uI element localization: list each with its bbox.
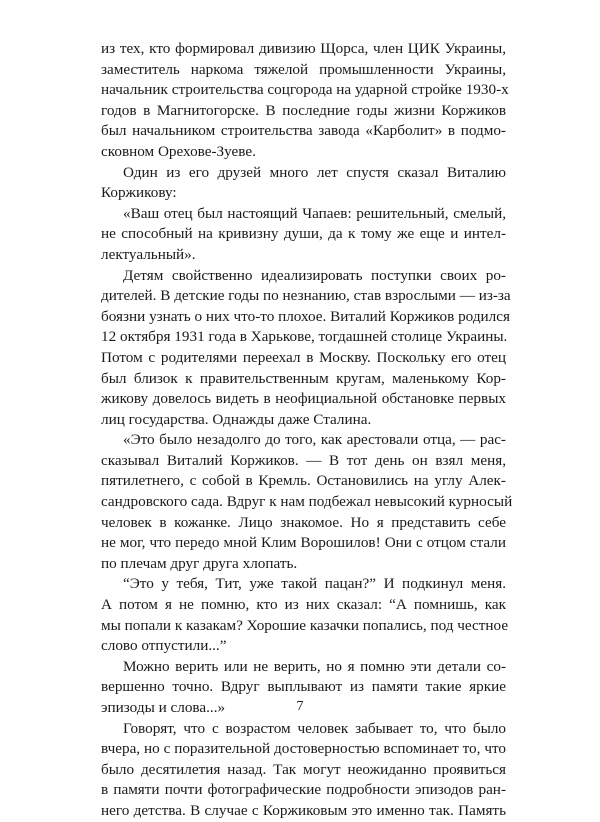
text-line: “Это у тебя, Тит, уже такой пацан?” И подкинул меня. <box>123 575 506 593</box>
text-line: человек в кожанке. Лицо знакомое. Но я представить себе <box>101 513 506 531</box>
text-line: жикову довелось видеть в неофициальной обстановке первых <box>101 390 506 408</box>
text-line: А потом я не помню, кто из них сказал: “А помнишь, как <box>101 596 506 614</box>
text-line: вчера, но с поразительной достоверностью вспоминает то, что <box>101 740 506 758</box>
text-line: сковном Орехове-Зуеве. <box>101 142 256 160</box>
text-line: 12 октября 1931 года в Харькове, тогдашней столице Украины. <box>101 328 508 346</box>
text-line: начальник строительства соцгорода на ударной стройке 1930-х <box>101 81 509 99</box>
text-line: в памяти почти фотографические подробности эпизодов ран- <box>101 781 506 799</box>
text-line: боязни узнать о них что-то плохое. Виталий Коржиков родился <box>101 307 510 325</box>
text-line: Потом с родителями переехал в Москву. Поскольку его отец <box>101 348 506 366</box>
text-line: пятилетнего, с собой в Кремль. Остановились на углу Алек- <box>101 472 506 490</box>
text-line: слово отпустили...” <box>101 637 227 655</box>
text-line: было десятилетия назад. Так могут неожиданно проявиться <box>101 760 506 778</box>
text-line: из тех, кто формировал дивизию Щорса, член ЦИК Украины, <box>101 40 506 57</box>
text-line: Коржикову: <box>101 184 177 202</box>
text-line: лиц государства. Однажды даже Сталина. <box>101 410 372 428</box>
text-line: Один из его друзей много лет спустя сказал Виталию <box>123 163 506 181</box>
text-line: Детям свойственно идеализировать поступки своих ро- <box>123 266 506 284</box>
text-line: «Ваш отец был настоящий Чапаев: решительный, смелый, <box>123 204 506 222</box>
text-line: эпизоды и слова...» <box>101 699 226 716</box>
text-line: не мог, что передо мной Клим Ворошилов! Они с отцом стали <box>101 534 506 552</box>
text-line: него детства. В случае с Коржиковым это именно так. Память <box>101 801 506 819</box>
text-line: по плечам друг друга хлопать. <box>101 554 298 572</box>
text-line: годов в Магнитогорске. В последние годы жизни Коржиков <box>101 101 506 119</box>
text-line: был начальником строительства завода «Карболит» в подмо- <box>101 122 506 140</box>
text-line: заместитель наркома тяжелой промышленности Украины, <box>101 60 506 78</box>
text-line: был близок к правительственным кругам, маленькому Кор- <box>101 369 506 387</box>
text-line: сказывал Виталий Коржиков. — В тот день он взял меня, <box>101 451 506 469</box>
text-line: мы попали к казакам? Хорошие казачки попались, под честное <box>101 616 509 634</box>
text-line: не способный на кривизну души, да к тому же еще и интел- <box>101 225 506 243</box>
text-line: Говорят, что с возрастом человек забывает то, что было <box>123 719 506 737</box>
text-line: Можно верить или не верить, но я помню эти детали со- <box>123 657 506 675</box>
page-number: 7 <box>296 699 304 714</box>
text-line: лектуальный». <box>101 245 196 263</box>
text-line: вершенно точно. Вдруг выплывают из памяти такие яркие <box>101 678 506 696</box>
text-line: «Это было незадолго до того, как арестовали отца, — рас- <box>123 431 506 449</box>
text-line: сандровского сада. Вдруг к нам подбежал невысокий курносый <box>101 493 513 511</box>
text-line: дителей. В детские годы по незнанию, став взрослыми — из-за <box>101 287 511 305</box>
